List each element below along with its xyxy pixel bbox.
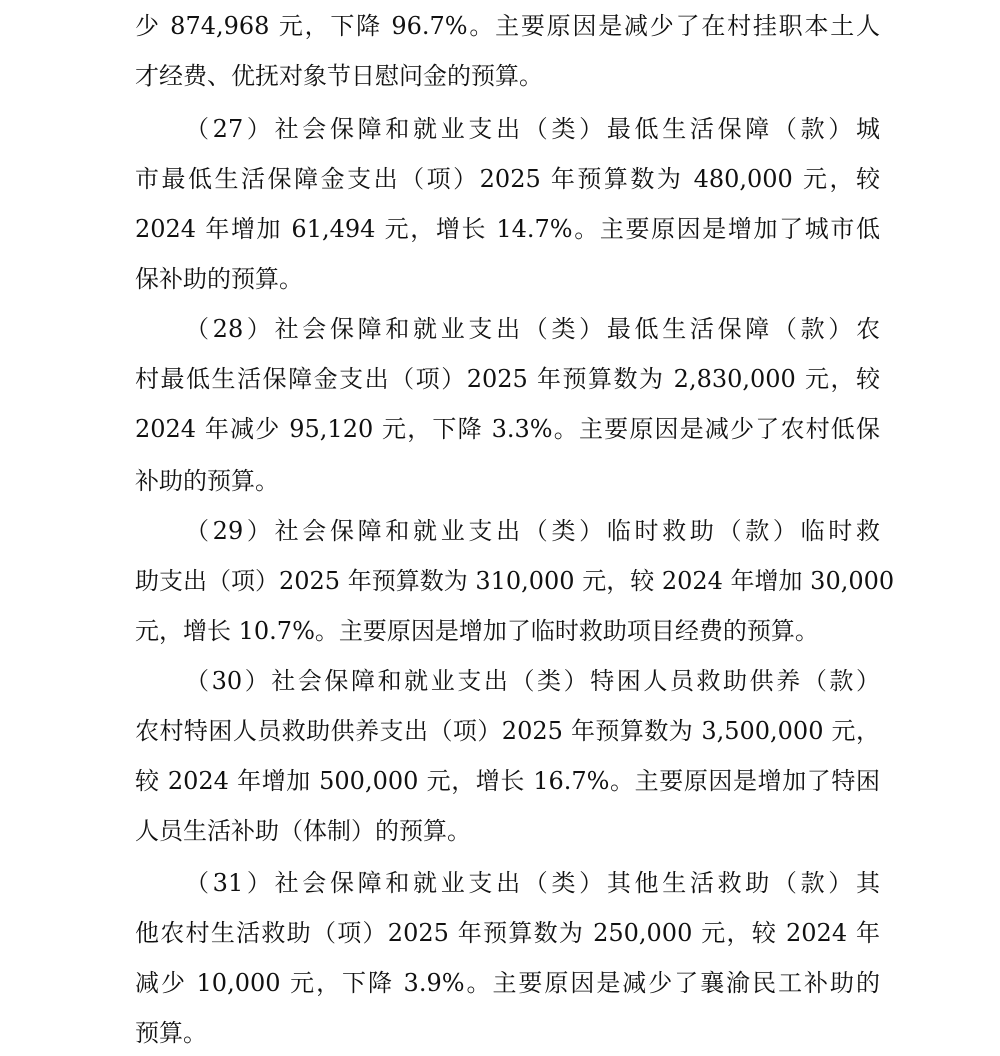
text-line: 村最低生活保障金支出（项）2025 年预算数为 2,830,000 元，较 bbox=[135, 365, 880, 393]
text-line: 人员生活补助（体制）的预算。 bbox=[135, 817, 471, 845]
text-line: 减少 10,000 元，下降 3.9%。主要原因是减少了襄渝民工补助的 bbox=[135, 969, 880, 997]
text-line: 少 874,968 元，下降 96.7%。主要原因是减少了在村挂职本土人 bbox=[135, 12, 880, 40]
text-line: 元，增长 10.7%。主要原因是增加了临时救助项目经费的预算。 bbox=[135, 617, 819, 645]
paragraph-28-heading-line: （28）社会保障和就业支出（类）最低生活保障（款）农 bbox=[185, 315, 880, 343]
paragraph-31-heading-line: （31）社会保障和就业支出（类）其他生活救助（款）其 bbox=[185, 869, 880, 897]
text-line: 助支出（项）2025 年预算数为 310,000 元，较 2024 年增加 30,000 bbox=[135, 567, 895, 595]
text-line: 农村特困人员救助供养支出（项）2025 年预算数为 3,500,000 元， bbox=[135, 717, 880, 745]
text-line: 他农村生活救助（项）2025 年预算数为 250,000 元，较 2024 年 bbox=[135, 919, 880, 947]
paragraph-27-heading-line: （27）社会保障和就业支出（类）最低生活保障（款）城 bbox=[185, 115, 880, 143]
text-line: 2024 年减少 95,120 元，下降 3.3%。主要原因是减少了农村低保 bbox=[135, 415, 880, 443]
text-line: 预算。 bbox=[135, 1019, 207, 1047]
text-line: 市最低生活保障金支出（项）2025 年预算数为 480,000 元，较 bbox=[135, 165, 880, 193]
text-line: 才经费、优抚对象节日慰问金的预算。 bbox=[135, 62, 543, 90]
paragraph-29-heading-line: （29）社会保障和就业支出（类）临时救助（款）临时救 bbox=[185, 517, 880, 545]
text-line: 较 2024 年增加 500,000 元，增长 16.7%。主要原因是增加了特困 bbox=[135, 767, 880, 795]
text-line: 补助的预算。 bbox=[135, 467, 279, 495]
text-line: 保补助的预算。 bbox=[135, 265, 303, 293]
text-line: 2024 年增加 61,494 元，增长 14.7%。主要原因是增加了城市低 bbox=[135, 215, 880, 243]
paragraph-30-heading-line: （30）社会保障和就业支出（类）特困人员救助供养（款） bbox=[185, 667, 880, 695]
